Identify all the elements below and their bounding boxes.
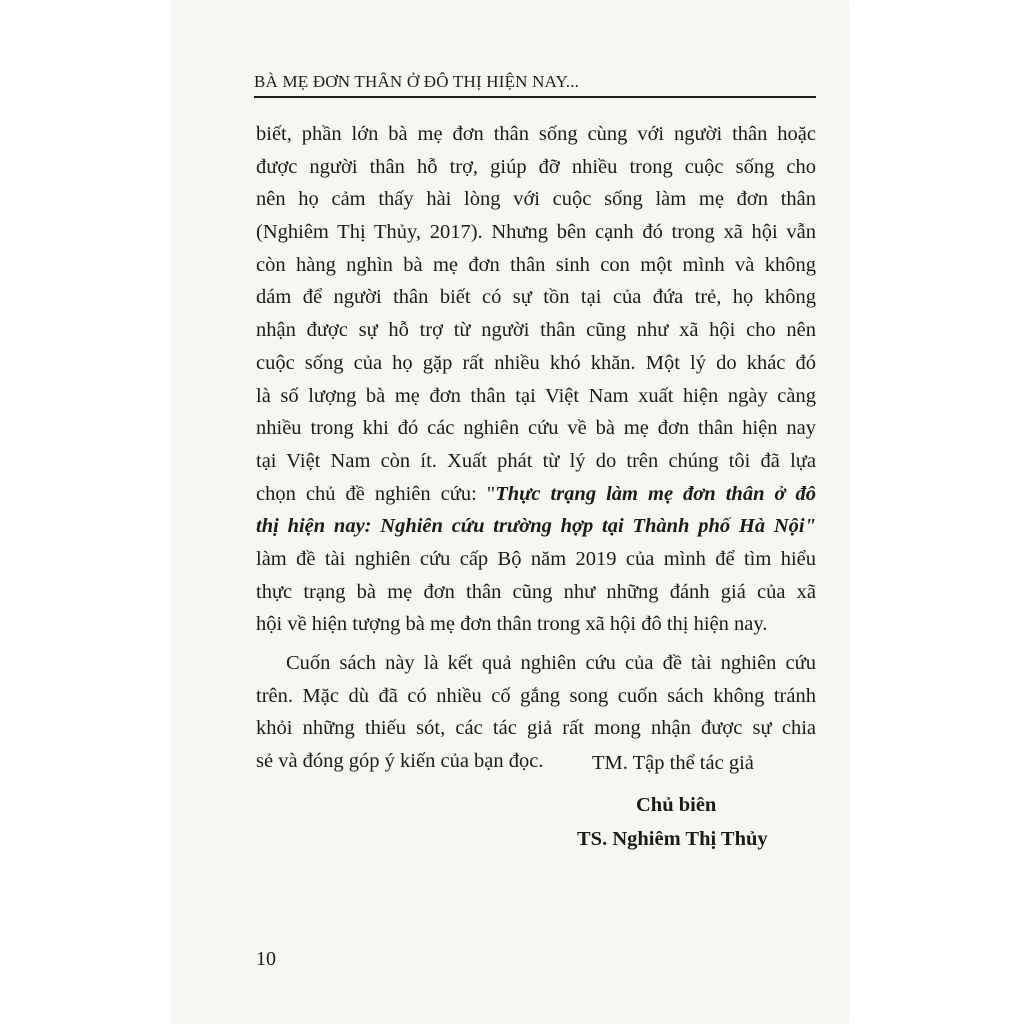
running-header: BÀ MẸ ĐƠN THÂN Ở ĐÔ THỊ HIỆN NAY...	[254, 72, 816, 98]
text-line	[256, 478, 816, 511]
text-line: nhiều trong khi đó các nghiên cứu về bà mẹ đơn thân hiện nay	[256, 417, 816, 440]
text-line: là số lượng bà mẹ đơn thân tại Việt Nam xuất hiện ngày càng	[256, 384, 816, 407]
body-text	[256, 118, 816, 778]
paragraph-1	[256, 118, 816, 641]
text-line: Cuốn sách này là kết quả nghiên cứu của đề tài nghiên cứu	[286, 652, 816, 674]
text-line: nên họ cảm thấy hài lòng với cuộc sống làm mẹ đơn thân	[256, 188, 816, 211]
study-title-italic: Thực trạng làm mẹ đơn thân ở đô	[495, 482, 816, 505]
text-line: dám để người thân biết có sự tồn tại của đứa trẻ, họ không	[256, 286, 816, 309]
text-line: (Nghiêm Thị Thủy, 2017). Nhưng bên cạnh đó trong xã hội vẫn	[256, 221, 816, 244]
text-line: làm đề tài nghiên cứu cấp Bộ năm 2019 của mình để tìm hiểu	[256, 547, 816, 570]
text-line: biết, phần lớn bà mẹ đơn thân sống cùng với người thân hoặc	[256, 123, 816, 145]
signature-name: TS. Nghiêm Thị Thủy	[577, 828, 768, 850]
text-line: được người thân hỗ trợ, giúp đỡ nhiều trong cuộc sống cho	[256, 155, 816, 178]
text-line: khỏi những thiếu sót, các tác giả rất mong nhận được sự chia	[256, 717, 816, 740]
text-line: thực trạng bà mẹ đơn thân cũng như những đánh giá của xã	[256, 580, 816, 603]
page-number: 10	[256, 948, 276, 970]
study-title-italic: thị hiện nay: Nghiên cứu trường hợp tại Thành phố Hà Nội"	[256, 515, 816, 538]
text-line: tại Việt Nam còn ít. Xuất phát từ lý do trên chúng tôi đã lựa	[256, 449, 816, 472]
text-line: trên. Mặc dù đã có nhiều cố gắng song cuốn sách không tránh	[256, 684, 816, 707]
text-line: sẻ và đóng góp ý kiến của bạn đọc.	[256, 750, 544, 773]
text-line: hội về hiện tượng bà mẹ đơn thân trong xã hội đô thị hiện nay.	[256, 613, 768, 636]
text-line	[256, 510, 816, 543]
signature-on-behalf: TM. Tập thể tác giả	[592, 752, 754, 774]
signature-role: Chủ biên	[636, 794, 717, 816]
text-line: còn hàng nghìn bà mẹ đơn thân sinh con một mình và không	[256, 253, 816, 276]
text-segment: chọn chủ đề nghiên cứu: "	[256, 482, 496, 505]
text-line: nhận được sự hỗ trợ từ người thân cũng như xã hội cho nên	[256, 319, 816, 342]
text-line: cuộc sống của họ gặp rất nhiều khó khăn. Một lý do khác đó	[256, 351, 816, 374]
